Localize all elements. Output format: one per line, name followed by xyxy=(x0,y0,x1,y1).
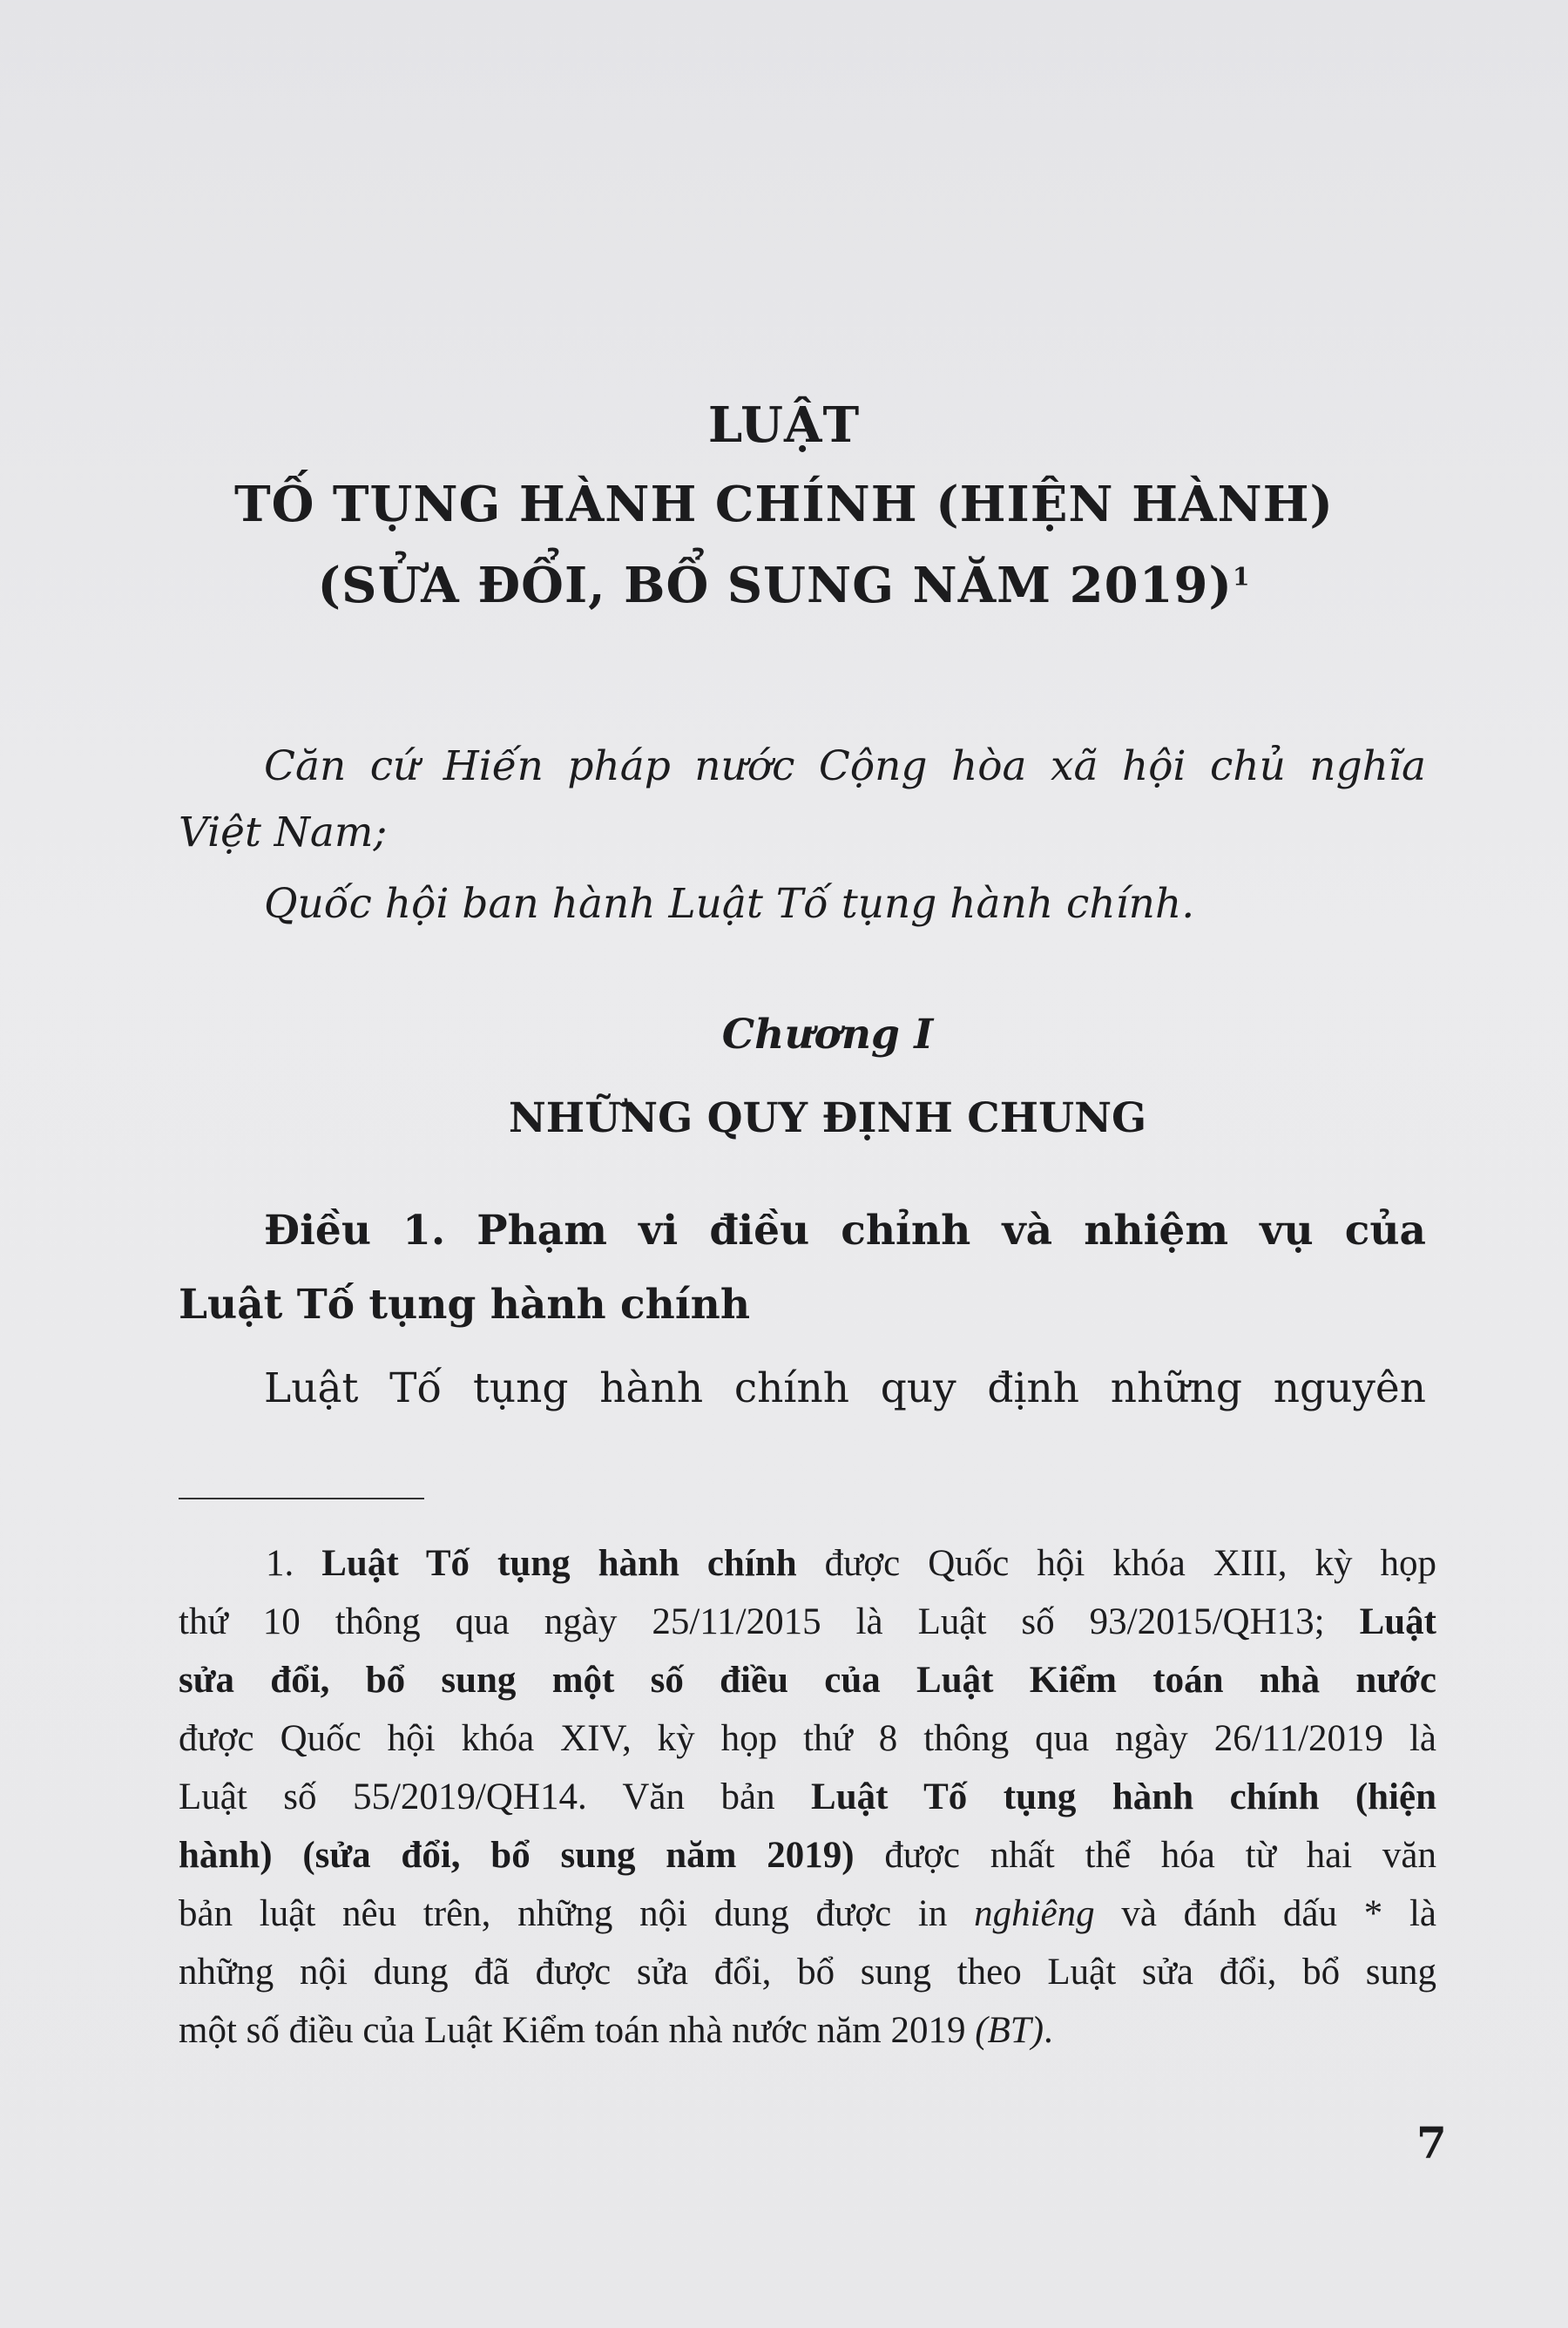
footnote-text-segment: và đánh dấu * là xyxy=(1094,1893,1436,1934)
footnote-text-segment: được Quốc hội khóa XIII, kỳ họp xyxy=(796,1543,1437,1584)
footnote-text-segment: được nhất thể hóa từ hai văn xyxy=(854,1835,1436,1876)
law-title-amendment xyxy=(0,557,1568,614)
footnote-line xyxy=(179,1951,1436,1993)
chapter-label: Chương I xyxy=(721,1011,934,1059)
footnote-text-segment: 1. xyxy=(266,1543,322,1584)
footnote-mark: 1 xyxy=(1233,562,1251,592)
footnote-separator xyxy=(179,1498,424,1499)
footnote-text-segment: bản luật nêu trên, những nội dung được in xyxy=(179,1893,975,1934)
law-title-luat: LUẬT xyxy=(707,396,861,454)
chapter-title: NHỮNG QUY ĐỊNH CHUNG xyxy=(508,1094,1147,1142)
footnote-text-segment: hành) (sửa đổi, bổ sung năm 2019) xyxy=(179,1835,855,1876)
preamble-line: Việt Nam; xyxy=(179,809,388,856)
footnote-text-segment: Luật số 55/2019/QH14. Văn bản xyxy=(179,1776,812,1817)
footnote-text-segment: nghiêng xyxy=(974,1893,1095,1934)
footnote-text-segment: thứ 10 thông qua ngày 25/11/2015 là Luật số 93/2015/QH13; xyxy=(179,1601,1360,1642)
law-title-amendment-text: (SỬA ĐỔI, BỔ SUNG NĂM 2019) xyxy=(317,557,1233,614)
footnote-text-segment: những nội dung đã được sửa đổi, bổ sung theo Luật sửa đổi, bổ sung xyxy=(179,1952,1436,1993)
footnote-text-segment: (BT) xyxy=(975,2010,1044,2051)
footnote-text-segment: . xyxy=(1044,2010,1053,2051)
footnote-line xyxy=(179,1834,1436,1877)
footnote-line xyxy=(179,1600,1436,1643)
article-body-line: Luật Tố tụng hành chính quy định những nguyên xyxy=(264,1364,1426,1412)
article-heading: Luật Tố tụng hành chính xyxy=(179,1281,751,1329)
preamble-line: Quốc hội ban hành Luật Tố tụng hành chính. xyxy=(264,880,1195,928)
footnote-line xyxy=(179,2009,1053,2052)
law-title-name: TỐ TỤNG HÀNH CHÍNH (HIỆN HÀNH) xyxy=(233,476,1335,533)
footnote-line xyxy=(179,1776,1436,1818)
footnote-text-segment: được Quốc hội khóa XIV, kỳ họp thứ 8 thông qua ngày 26/11/2019 là xyxy=(179,1718,1436,1759)
article-heading: Điều 1. Phạm vi điều chỉnh và nhiệm vụ của xyxy=(264,1207,1426,1255)
preamble-line: Căn cứ Hiến pháp nước Cộng hòa xã hội chủ nghĩa xyxy=(264,742,1426,790)
footnote-text-segment: Luật Tố tụng hành chính xyxy=(321,1543,797,1584)
page-number: 7 xyxy=(1416,2117,1447,2169)
footnote-text-segment: Luật Tố tụng hành chính (hiện xyxy=(811,1776,1436,1817)
footnote-text-segment: một số điều của Luật Kiểm toán nhà nước năm 2019 xyxy=(179,2010,976,2051)
footnote-line xyxy=(266,1542,1436,1585)
footnote-line xyxy=(179,1892,1436,1935)
footnote-text-segment: sửa đổi, bổ sung một số điều của Luật Kiểm toán nhà nước xyxy=(179,1660,1436,1701)
footnote-text-segment: Luật xyxy=(1359,1601,1436,1642)
footnote-line xyxy=(179,1659,1436,1702)
footnote-line xyxy=(179,1717,1436,1760)
